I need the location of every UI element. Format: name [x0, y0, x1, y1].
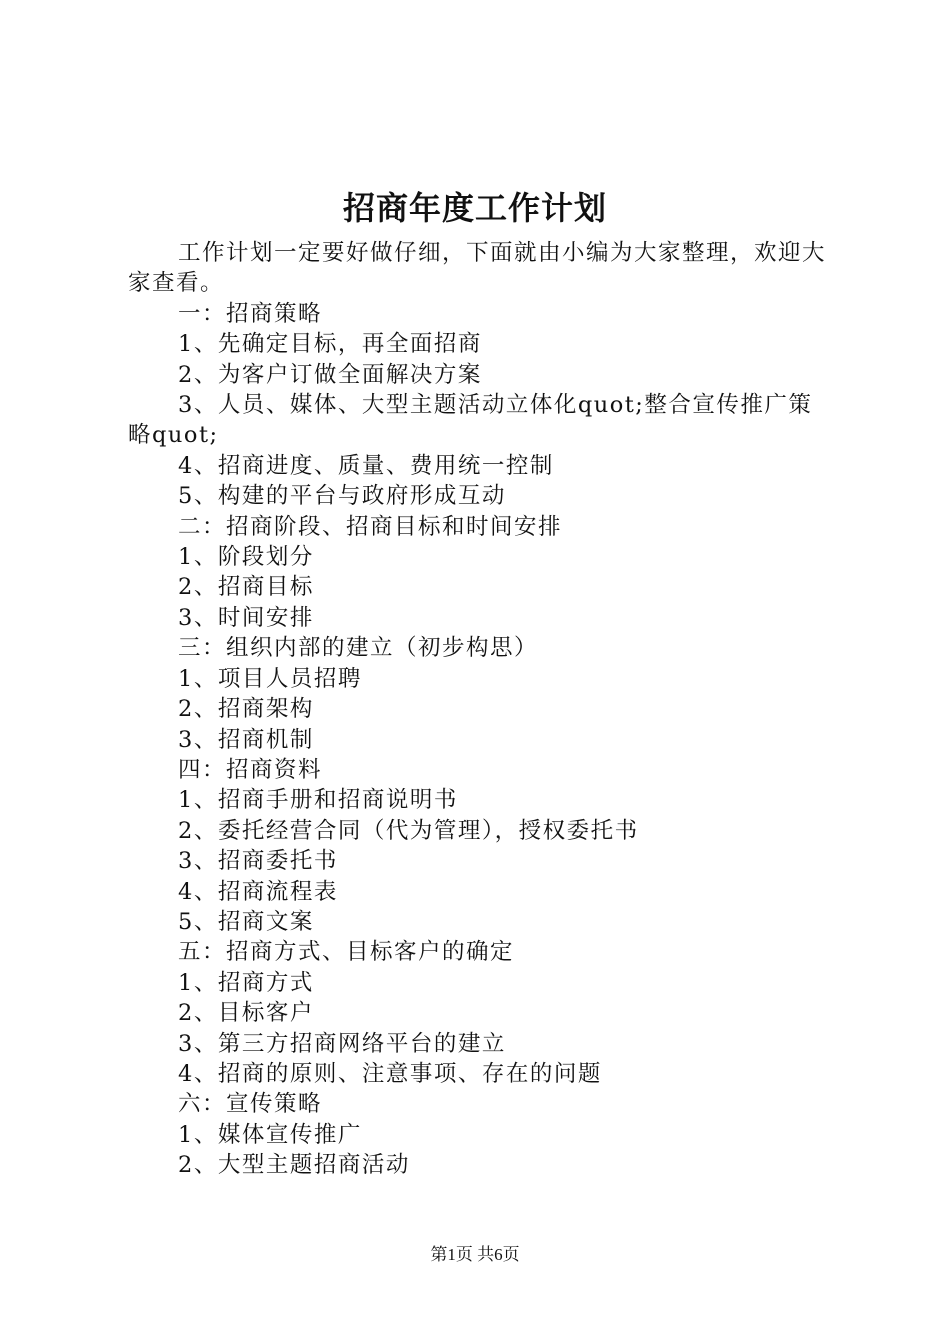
paragraph-intro: 工作计划一定要好做仔细，下面就由小编为大家整理，欢迎大家查看。	[128, 240, 827, 297]
section-heading: 五：招商方式、目标客户的确定	[178, 939, 515, 966]
section-heading: 二：招商阶段、招商目标和时间安排	[178, 513, 563, 540]
list-item: 4、招商流程表	[178, 878, 338, 905]
list-item: 2、为客户订做全面解决方案	[178, 361, 482, 388]
list-item: 2、招商架构	[178, 696, 314, 723]
section-heading: 六：宣传策略	[178, 1091, 323, 1118]
list-item: 3、人员、媒体、大型主题活动立体化quot;整合宣传推广策略quot;	[128, 392, 813, 449]
list-item: 3、时间安排	[178, 604, 314, 631]
list-item: 1、招商手册和招商说明书	[178, 787, 458, 814]
list-item: 1、先确定目标，再全面招商	[178, 331, 482, 358]
list-item: 1、媒体宣传推广	[178, 1121, 362, 1148]
list-item: 5、招商文案	[178, 908, 314, 935]
document-title: 招商年度工作计划	[342, 189, 607, 227]
section-heading: 四：招商资料	[178, 756, 323, 783]
section-heading: 三：组织内部的建立（初步构思）	[178, 635, 539, 662]
list-item: 2、大型主题招商活动	[178, 1152, 410, 1179]
list-item: 2、招商目标	[178, 574, 314, 601]
list-item: 1、阶段划分	[178, 544, 314, 571]
list-item: 3、招商机制	[178, 726, 314, 753]
list-item: 4、招商进度、质量、费用统一控制	[178, 452, 554, 479]
list-item: 1、招商方式	[178, 969, 314, 996]
document-body	[128, 238, 834, 1181]
list-item: 3、招商委托书	[178, 848, 338, 875]
list-item: 3、第三方招商网络平台的建立	[178, 1030, 506, 1057]
list-item: 2、目标客户	[178, 1000, 314, 1027]
list-item: 2、委托经营合同（代为管理），授权委托书	[178, 817, 639, 844]
list-item: 1、项目人员招聘	[178, 665, 362, 692]
list-item: 5、构建的平台与政府形成互动	[178, 483, 506, 510]
section-heading: 一：招商策略	[178, 300, 323, 327]
page-footer: 第1页 共6页	[430, 1245, 520, 1264]
list-item: 4、招商的原则、注意事项、存在的问题	[178, 1060, 602, 1087]
